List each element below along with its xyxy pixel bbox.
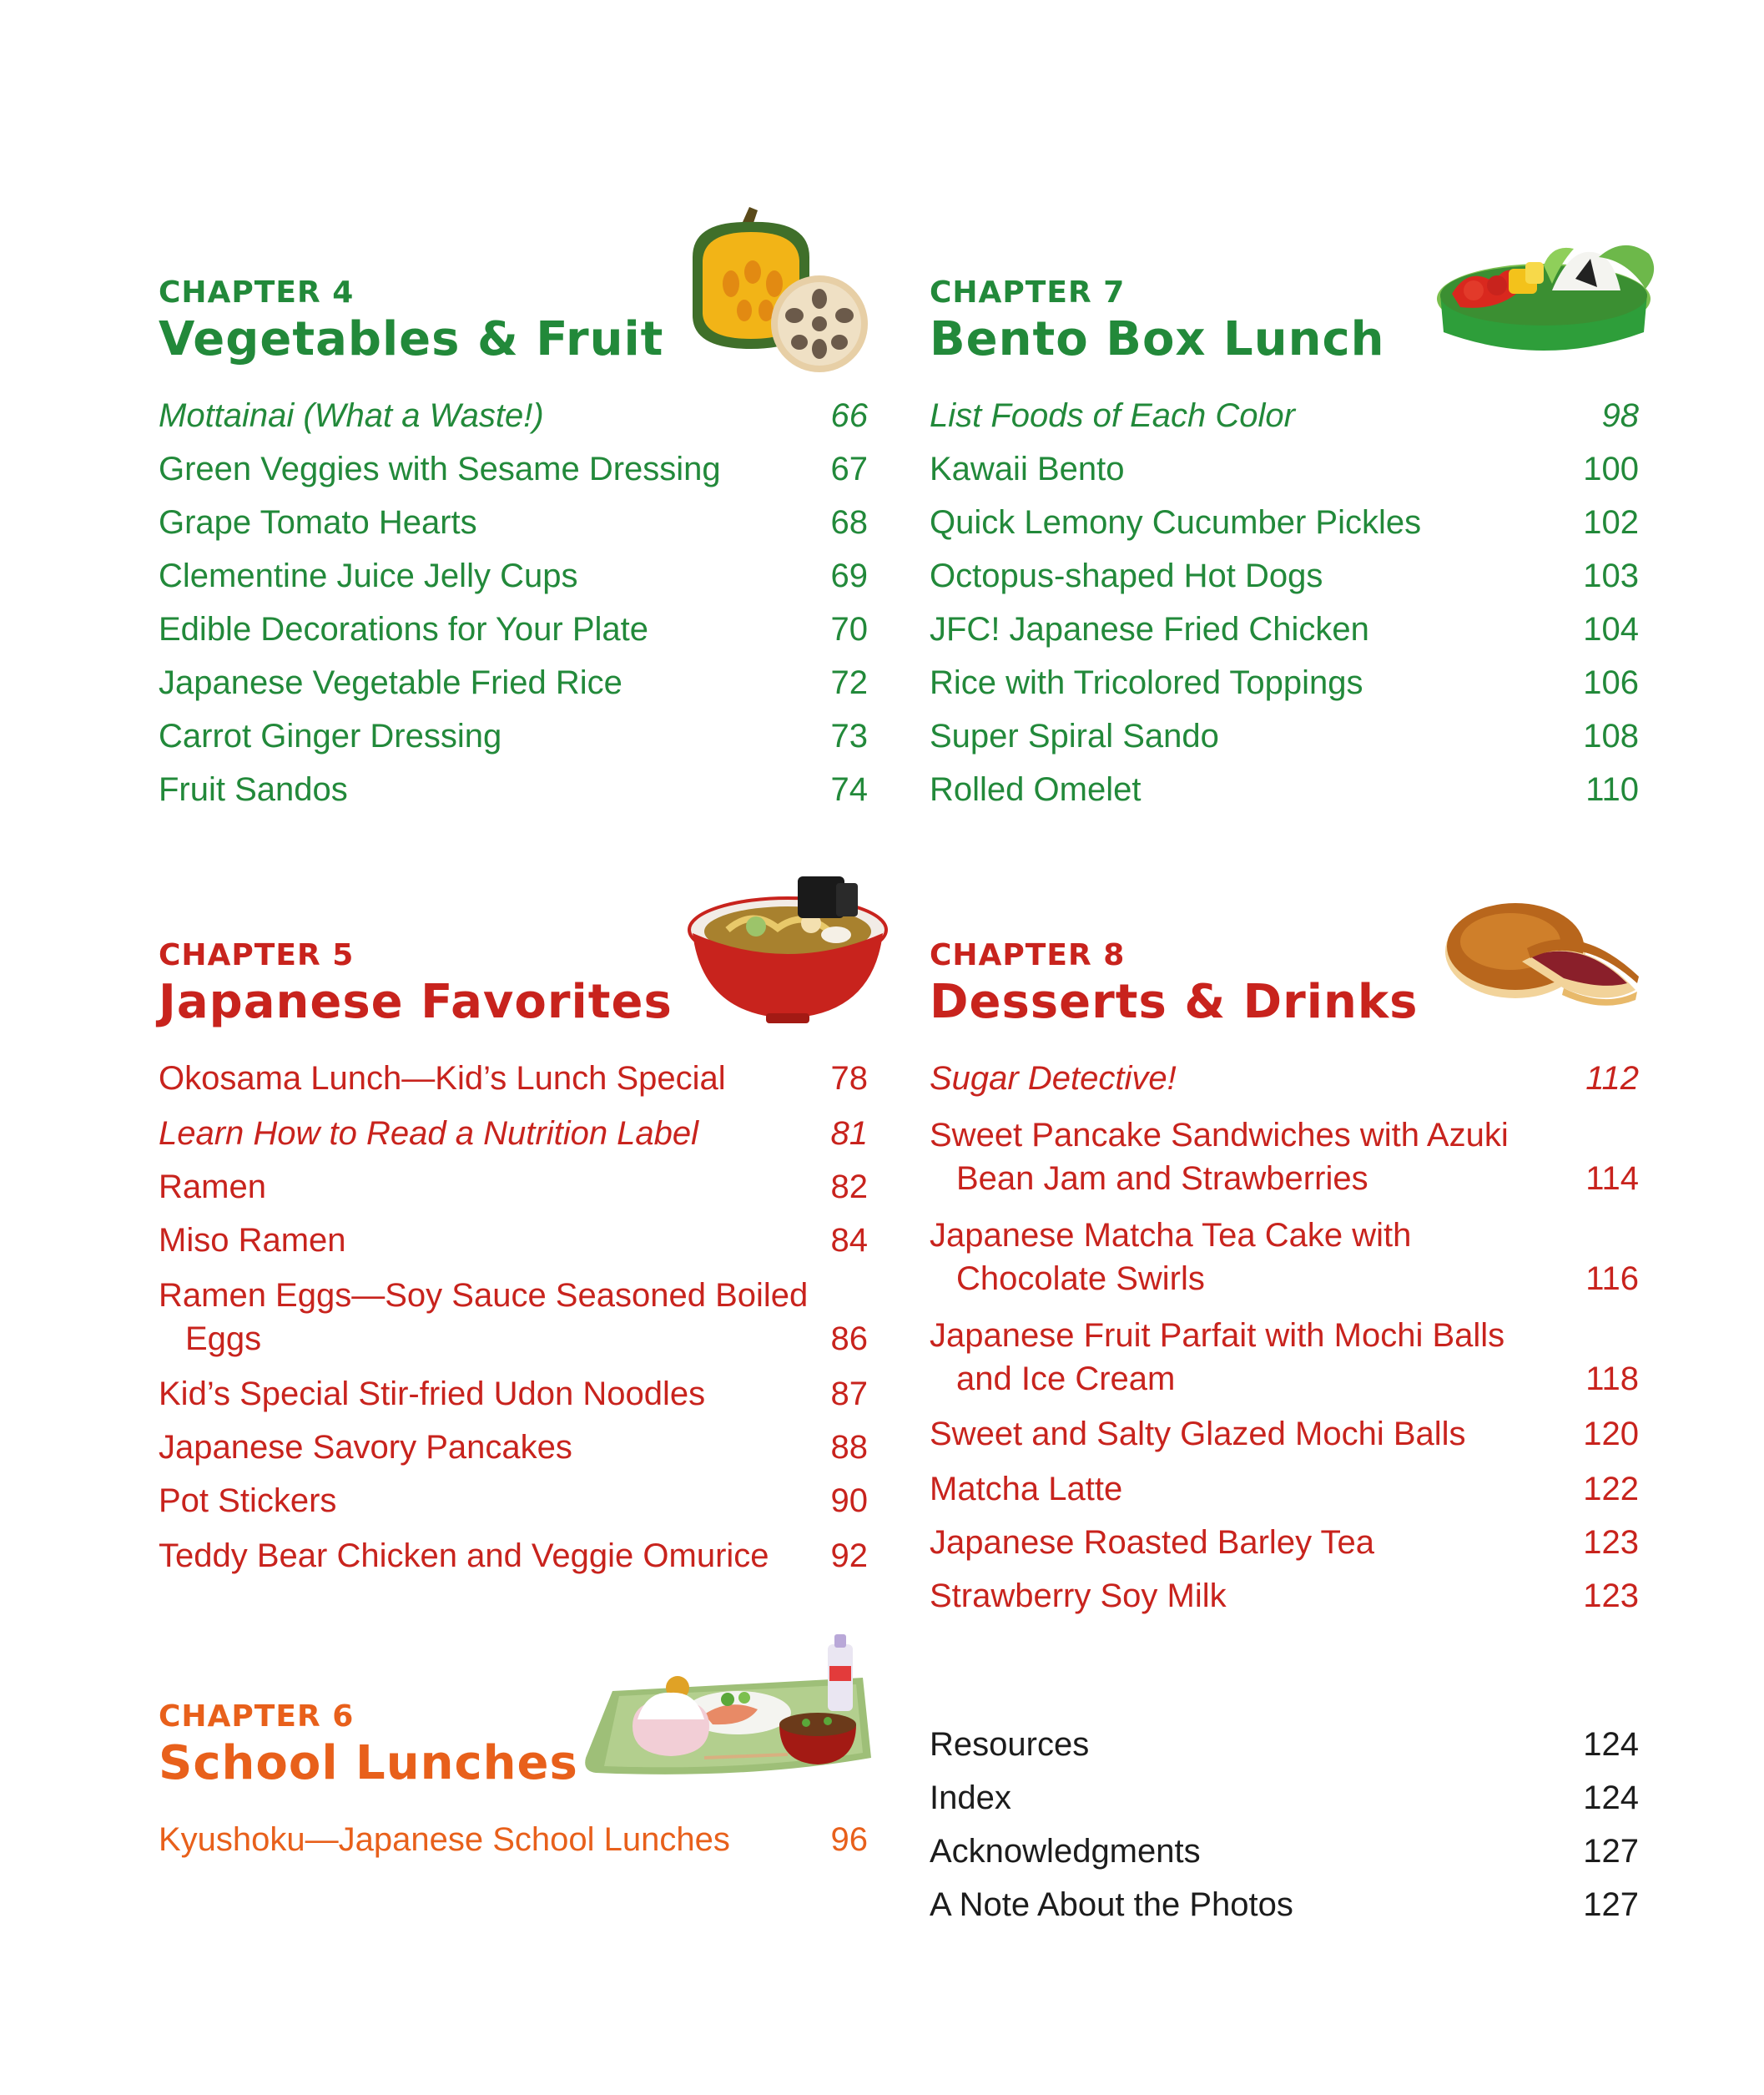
chapter-title: Japanese Favorites [159,975,673,1029]
toc-entry[interactable] [159,501,868,544]
toc-entry[interactable] [930,1314,1639,1401]
entry-title: Acknowledgments [930,1833,1201,1870]
toc-entry[interactable] [930,714,1639,758]
toc-entry[interactable] [159,1534,868,1578]
entry-page: 116 [1585,1260,1639,1297]
toc-entry[interactable] [159,1479,868,1522]
chapter-entries [159,1818,868,1861]
toc-entry[interactable] [930,1057,1639,1100]
entry-title: Ramen Eggs—Soy Sauce Seasoned Boiled Eggs [159,1277,809,1357]
toc-entry[interactable] [159,1426,868,1469]
entry-page: 123 [1583,1578,1639,1614]
entry-title: Green Veggies with Sesame Dressing [159,451,721,487]
entry-page: 74 [830,771,868,808]
entry-title: Strawberry Soy Milk [930,1578,1227,1614]
entry-page: 127 [1583,1833,1639,1870]
entry-title: Learn How to Read a Nutrition Label [159,1115,699,1152]
toc-entry[interactable] [930,1214,1639,1300]
toc-entry[interactable] [159,1165,868,1209]
toc-entry[interactable] [159,1112,868,1155]
chapter-title: Bento Box Lunch [930,312,1385,366]
toc-entry[interactable] [930,1521,1639,1564]
entry-title: Rice with Tricolored Toppings [930,664,1363,701]
toc-entry[interactable] [159,1219,868,1262]
toc-entry[interactable] [159,1274,868,1360]
entry-page: 67 [830,451,868,487]
entry-title: JFC! Japanese Fried Chicken [930,611,1369,648]
entry-title: List Foods of Each Color [930,397,1295,434]
entry-title: Sugar Detective! [930,1060,1177,1097]
entry-page: 96 [830,1821,868,1858]
toc-entry[interactable] [930,608,1639,651]
entry-title: Grape Tomato Hearts [159,504,477,541]
toc-entry[interactable] [159,554,868,598]
entry-title: Octopus-shaped Hot Dogs [930,558,1323,594]
toc-entry[interactable] [159,661,868,704]
chapter-label: CHAPTER 5 [159,938,355,972]
chapter-entries [930,394,1639,811]
toc-entry[interactable] [930,768,1639,811]
toc-entry[interactable] [930,1113,1639,1200]
entry-page: 98 [1601,397,1639,434]
entry-title: Kawaii Bento [930,451,1125,487]
entry-title: Miso Ramen [159,1222,346,1259]
chapter-title: Vegetables & Fruit [159,312,664,366]
entry-title: Kid’s Special Stir-fried Udon Noodles [159,1376,706,1412]
chapter-label: CHAPTER 6 [159,1699,355,1734]
entry-title: Japanese Savory Pancakes [159,1429,572,1466]
entry-title: Japanese Roasted Barley Tea [930,1524,1374,1561]
entry-page: 70 [830,611,868,648]
toc-entry[interactable] [930,394,1639,437]
toc-entry[interactable] [930,1467,1639,1511]
entry-page: 124 [1583,1779,1639,1816]
entry-title: Japanese Matcha Tea Cake with Chocolate Swirls [930,1217,1412,1297]
entry-page: 108 [1583,718,1639,755]
entry-title: Sweet Pancake Sandwiches with Azuki Bean Jam and Strawberries [930,1117,1509,1197]
entry-title: Pot Stickers [159,1482,337,1519]
entry-page: 73 [830,718,868,755]
toc-entry-note-photos[interactable] [930,1883,1639,1926]
toc-entry[interactable] [159,1818,868,1861]
toc-entry[interactable] [930,554,1639,598]
entry-page: 100 [1583,451,1639,487]
entry-title: Quick Lemony Cucumber Pickles [930,504,1422,541]
entry-page: 87 [830,1376,868,1412]
pumpkin-lotus-icon [676,207,873,374]
entry-title: A Note About the Photos [930,1886,1293,1923]
chapter-label: CHAPTER 4 [159,275,355,310]
entry-title: Japanese Vegetable Fried Rice [159,664,622,701]
chapter-entries [930,1057,1639,1618]
toc-entry[interactable] [159,1057,868,1100]
toc-entry[interactable] [930,1412,1639,1456]
entry-title: Ramen [159,1169,266,1205]
chapter-title: School Lunches [159,1736,578,1790]
entry-page: 122 [1583,1471,1639,1507]
entry-page: 123 [1583,1524,1639,1561]
entry-title: Rolled Omelet [930,771,1142,808]
entry-page: 68 [830,504,868,541]
entry-page: 104 [1583,611,1639,648]
entry-page: 112 [1585,1060,1639,1097]
entry-page: 127 [1583,1886,1639,1923]
toc-entry-index[interactable] [930,1776,1639,1820]
toc-entry[interactable] [930,501,1639,544]
toc-entry[interactable] [930,661,1639,704]
toc-entry[interactable] [930,447,1639,491]
toc-entry[interactable] [159,768,868,811]
entry-page: 88 [830,1429,868,1466]
entry-page: 124 [1583,1726,1639,1763]
entry-title: Teddy Bear Chicken and Veggie Omurice [159,1537,769,1574]
entry-title: Okosama Lunch—Kid’s Lunch Special [159,1060,726,1097]
toc-entry[interactable] [159,447,868,491]
bento-box-icon [1427,232,1661,366]
entry-page: 120 [1583,1416,1639,1452]
entry-title: Fruit Sandos [159,771,348,808]
entry-page: 118 [1585,1360,1639,1397]
entry-page: 82 [830,1169,868,1205]
entry-title: Sweet and Salty Glazed Mochi Balls [930,1416,1466,1452]
entry-page: 72 [830,664,868,701]
entry-page: 103 [1583,558,1639,594]
toc-entry[interactable] [159,608,868,651]
entry-page: 86 [830,1320,868,1357]
toc-entry[interactable] [930,1574,1639,1618]
toc-entry-resources[interactable] [930,1723,1639,1766]
chapter-entries [159,1057,868,1578]
entry-page: 78 [830,1060,868,1097]
chapter-label: CHAPTER 7 [930,275,1126,310]
entry-title: Japanese Fruit Parfait with Mochi Balls and Ice Cream [930,1317,1505,1397]
entry-page: 90 [830,1482,868,1519]
school-lunch-tray-icon [579,1633,876,1783]
back-matter-entries [930,1723,1639,1926]
toc-entry[interactable] [159,714,868,758]
toc-entry[interactable] [159,1372,868,1416]
entry-page: 114 [1585,1160,1639,1197]
entry-page: 69 [830,558,868,594]
chapter-title: Desserts & Drinks [930,975,1419,1029]
entry-page: 92 [830,1537,868,1574]
entry-title: Index [930,1779,1011,1816]
entry-title: Carrot Ginger Dressing [159,718,502,755]
entry-page: 102 [1583,504,1639,541]
entry-page: 110 [1585,771,1639,808]
chapter-entries [159,394,868,811]
entry-page: 106 [1583,664,1639,701]
entry-page: 81 [830,1115,868,1152]
toc-entry-acknowledgments[interactable] [930,1830,1639,1873]
toc-entry[interactable] [159,394,868,437]
entry-title: Super Spiral Sando [930,718,1219,755]
entry-title: Edible Decorations for Your Plate [159,611,649,648]
entry-title: Matcha Latte [930,1471,1123,1507]
entry-page: 66 [830,397,868,434]
entry-title: Resources [930,1726,1090,1763]
ramen-bowl-icon [686,875,895,1025]
entry-title: Clementine Juice Jelly Cups [159,558,578,594]
entry-title: Mottainai (What a Waste!) [159,397,544,434]
entry-title: Kyushoku—Japanese School Lunches [159,1821,730,1858]
entry-page: 84 [830,1222,868,1259]
dorayaki-icon [1439,896,1647,1022]
chapter-label: CHAPTER 8 [930,938,1126,972]
